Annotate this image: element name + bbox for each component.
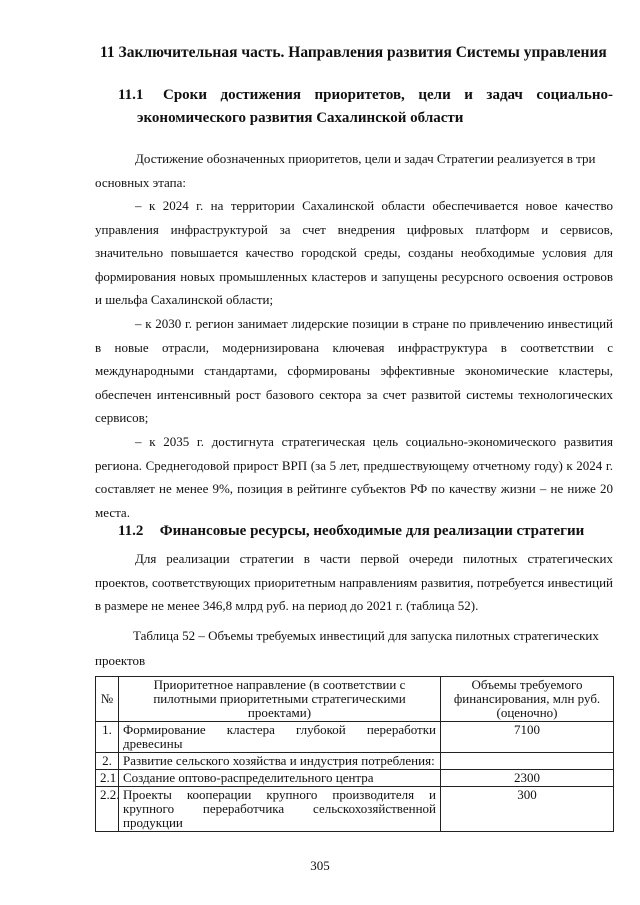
subsection-heading-2 xyxy=(118,523,584,540)
table-row xyxy=(96,787,614,832)
row-volume: 300 xyxy=(441,787,614,832)
header-direction: Приоритетное направление (в соответствии с пилотными приоритетными стратегическими проектами) xyxy=(119,677,441,722)
row-direction: Формирование кластера глубокой переработки древесины xyxy=(119,722,441,753)
row-volume: 2300 xyxy=(441,770,614,787)
table-row xyxy=(96,722,614,753)
row-num: 1. xyxy=(96,722,119,753)
table-caption-line1: Таблица 52 – Объемы требуемых инвестиций для запуска пилотных стратегических xyxy=(133,628,599,643)
stage-2030-paragraph: – к 2030 г. регион занимает лидерские позиции в стране по привлечению инвестиций в новые отрасли, модернизирована ключевая инфраструктура в соответствии с международными стандартами, сформированы эффективные экономические кластеры, обеспечен интенсивный рост базового сектора за счет развитой системы технологических сервисов; xyxy=(95,316,613,425)
subsection-heading-1 xyxy=(118,87,613,104)
subsection-title-1-line1: Сроки достижения приоритетов, цели и задач социально- xyxy=(163,87,613,103)
section-heading: 11 Заключительная часть. Направления развития Системы управления xyxy=(100,44,607,61)
subsection-number-1: 11.1 xyxy=(118,87,144,103)
row-direction: Создание оптово-распределительного центра xyxy=(119,770,441,787)
subsection-title-2: Финансовые ресурсы, необходимые для реализации стратегии xyxy=(159,523,585,539)
header-num: № xyxy=(96,677,119,722)
intro-paragraph: Достижение обозначенных приоритетов, цели и задач Стратегии реализуется в три основных этапа: xyxy=(95,151,596,190)
row-direction: Развитие сельского хозяйства и индустрия потребления: xyxy=(119,753,441,770)
table-row xyxy=(96,770,614,787)
table-header-row xyxy=(96,677,614,722)
stage-2035-paragraph: – к 2035 г. достигнута стратегическая цель социально-экономического развития региона. Среднегодовой прирост ВРП (за 5 лет, предшествующему отчетному году) к 2024 г. составляет не менее 9%, позиция в рейтинге субъектов РФ по качеству жизни – не ниже 20 места. xyxy=(95,434,613,520)
investment-table xyxy=(95,676,614,832)
table-row xyxy=(96,753,614,770)
page-number: 305 xyxy=(310,858,330,873)
row-volume xyxy=(441,753,614,770)
row-direction: Проекты кооперации крупного производителя и крупного переработчика сельскохозяйственной продукции xyxy=(119,787,441,832)
stage-2024-paragraph: – к 2024 г. на территории Сахалинской области обеспечивается новое качество управления инфраструктурой за счет внедрения цифровых платформ и сервисов, значительно повышается качество городской среды, созданы необходимые условия для формирования новых промышленных кластеров и запущены ресурсного освоения островов и шельфа Сахалинской области; xyxy=(95,198,613,307)
finance-paragraph: Для реализации стратегии в части первой очереди пилотных стратегических проектов, соответствующих приоритетным направлениям развития, потребуется инвестиций в размере не менее 346,8 млрд руб. на период до 2021 г. (таблица 52). xyxy=(95,551,613,613)
row-num: 2. xyxy=(96,753,119,770)
subsection-title-1-line2: экономического развития Сахалинской области xyxy=(137,110,464,126)
subsection-number-2: 11.2 xyxy=(118,523,144,539)
header-volume: Объемы требуемого финансирования, млн руб. (оценочно) xyxy=(441,677,614,722)
row-num: 2.2. xyxy=(96,787,119,832)
row-num: 2.1 xyxy=(96,770,119,787)
row-volume: 7100 xyxy=(441,722,614,753)
table-caption-line2: проектов xyxy=(95,653,146,668)
